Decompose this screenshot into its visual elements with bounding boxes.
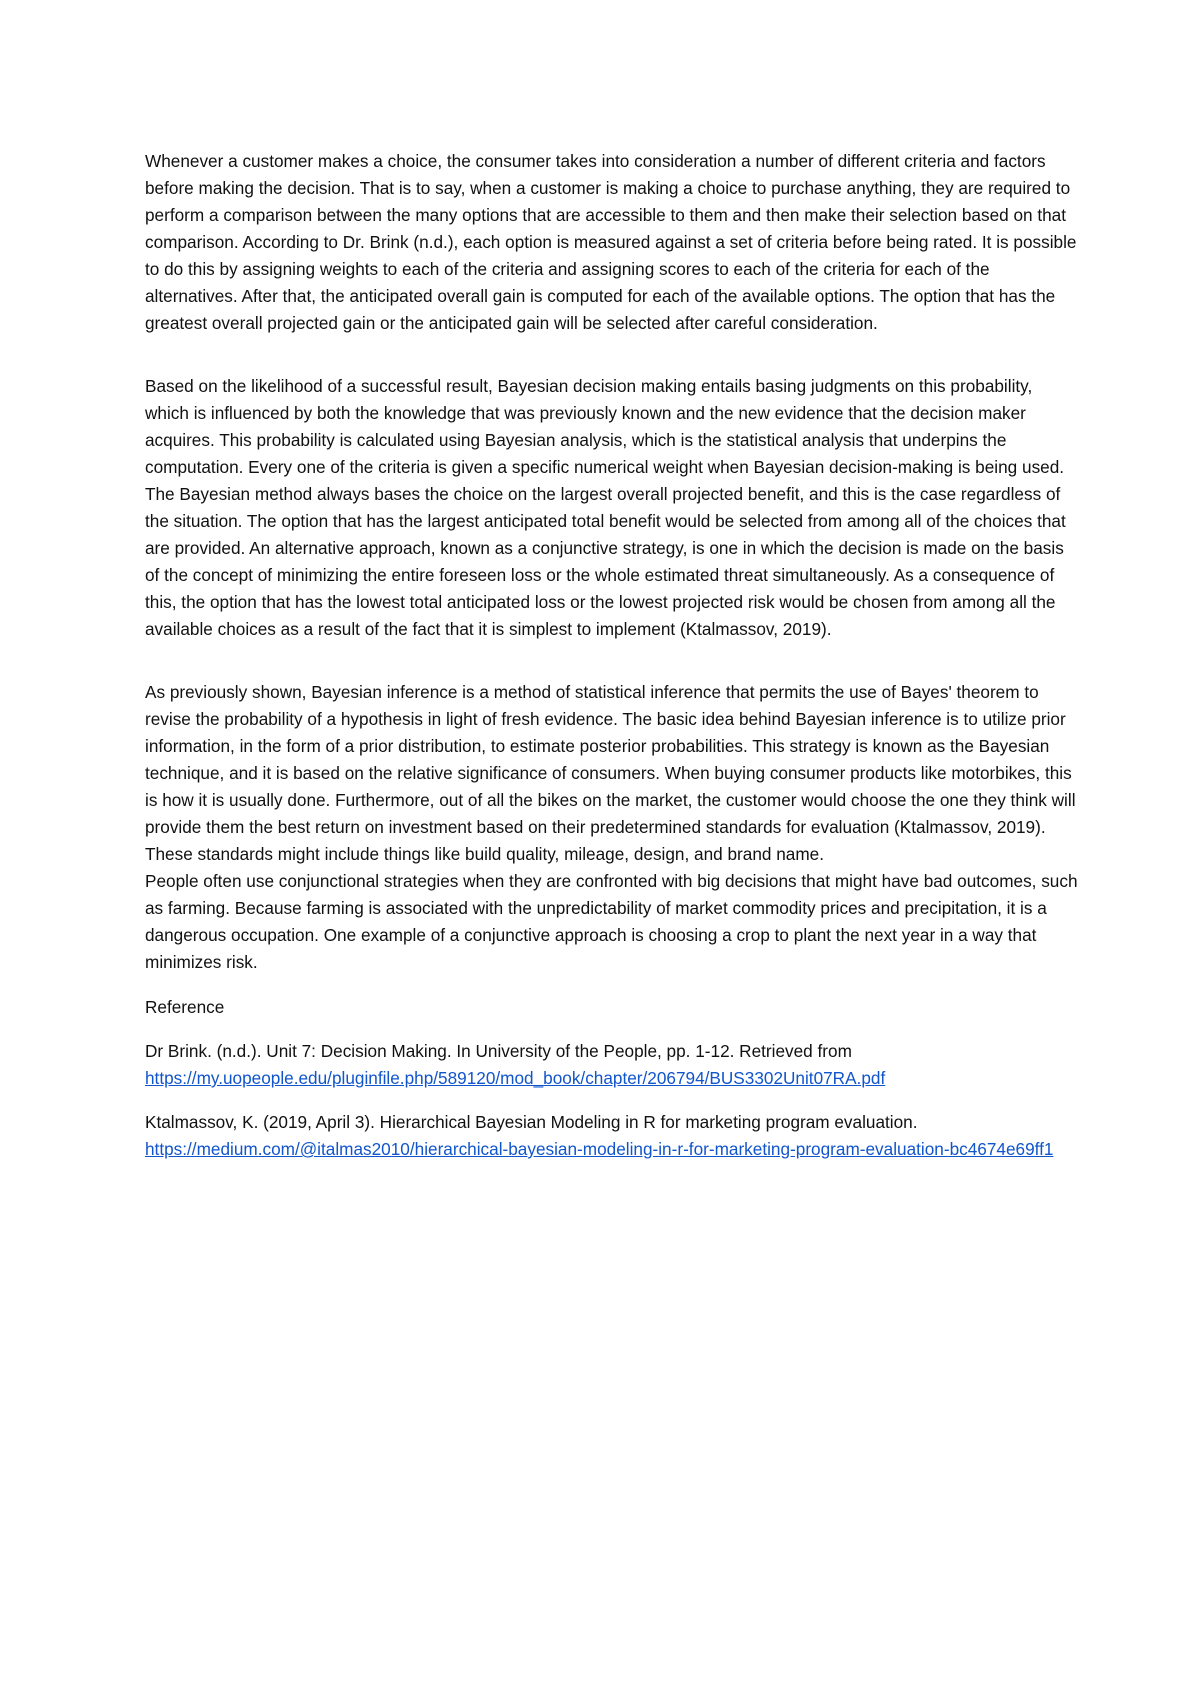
paragraph-spacer: [145, 1092, 1080, 1109]
reference-link[interactable]: https://medium.com/@italmas2010/hierarchical-bayesian-modeling-in-r-for-marketing-program-evaluation-bc4674e69ff1: [145, 1139, 1054, 1159]
paragraph-bayesian-inference: As previously shown, Bayesian inference is a method of statistical inference that permits the use of Bayes' theorem to revise the probability of a hypothesis in light of fresh evidence. The basic idea behind Bayesian inference is to utilize prior information, in the form of a prior distribution, to estimate posterior probabilities. This strategy is known as the Bayesian technique, and it is based on the relative significance of consumers. When buying consumer products like motorbikes, this is how it is usually done. Furthermore, out of all the bikes on the market, the customer would choose the one they think will provide them the best return on investment based on their predetermined standards for evaluation (Ktalmassov, 2019). These standards might include things like build quality, mileage, design, and brand name.: [145, 682, 1076, 864]
reference-link[interactable]: https://my.uopeople.edu/pluginfile.php/589120/mod_book/chapter/206794/BUS3302Unit07RA.pdf: [145, 1068, 886, 1088]
reference-citation: Ktalmassov, K. (2019, April 3). Hierarchical Bayesian Modeling in R for marketing program evaluation.: [145, 1112, 918, 1132]
paragraph-multi-criteria: Whenever a customer makes a choice, the consumer takes into consideration a number of different criteria and factors before making the decision. That is to say, when a customer is making a choice to purchase anything, they are required to perform a comparison between the many options that are accessible to them and then make their selection based on that comparison. According to Dr. Brink (n.d.), each option is measured against a set of criteria before being rated. It is possible to do this by assigning weights to each of the criteria and assigning scores to each of the criteria for each of the alternatives. After that, the anticipated overall gain is computed for each of the available options. The option that has the greatest overall projected gain or the anticipated gain will be selected after careful consideration.: [145, 151, 1077, 333]
paragraph-bayesian-decision: Based on the likelihood of a successful result, Bayesian decision making entails basing judgments on this probability, which is influenced by both the knowledge that was previously known and the new evidence that the decision maker acquires. This probability is calculated using Bayesian analysis, which is the statistical analysis that underpins the computation. Every one of the criteria is given a specific numerical weight when Bayesian decision-making is being used. The Bayesian method always bases the choice on the largest overall projected benefit, and this is the case regardless of the situation. The option that has the largest anticipated total benefit would be selected from among all of the choices that are provided. An alternative approach, known as a conjunctive strategy, is one in which the decision is made on the basis of the concept of minimizing the entire foreseen loss or the whole estimated threat simultaneously. As a consequence of this, the option that has the lowest total anticipated loss or the lowest projected risk would be chosen from among all the available choices as a result of the fact that it is simplest to implement (Ktalmassov, 2019).: [145, 376, 1066, 639]
reference-item-ktalmassov: [145, 1109, 1080, 1163]
paragraph-conjunctive-strategy: People often use conjunctional strategies when they are confronted with big decisions that might have bad outcomes, such as farming. Because farming is associated with the unpredictability of market commodity prices and precipitation, it is a dangerous occupation. One example of a conjunctive approach is choosing a crop to plant the next year in a way that minimizes risk.: [145, 871, 1078, 972]
paragraph-spacer: [145, 643, 1080, 679]
paragraph-spacer: [145, 1021, 1080, 1038]
document-body: [145, 148, 1080, 1163]
reference-heading: Reference: [145, 997, 225, 1017]
paragraph-spacer: [145, 337, 1080, 373]
reference-citation: Dr Brink. (n.d.). Unit 7: Decision Making. In University of the People, pp. 1-12. Retrieved from: [145, 1041, 852, 1061]
reference-item-brink: [145, 1038, 1080, 1092]
paragraph-spacer: [145, 976, 1080, 994]
